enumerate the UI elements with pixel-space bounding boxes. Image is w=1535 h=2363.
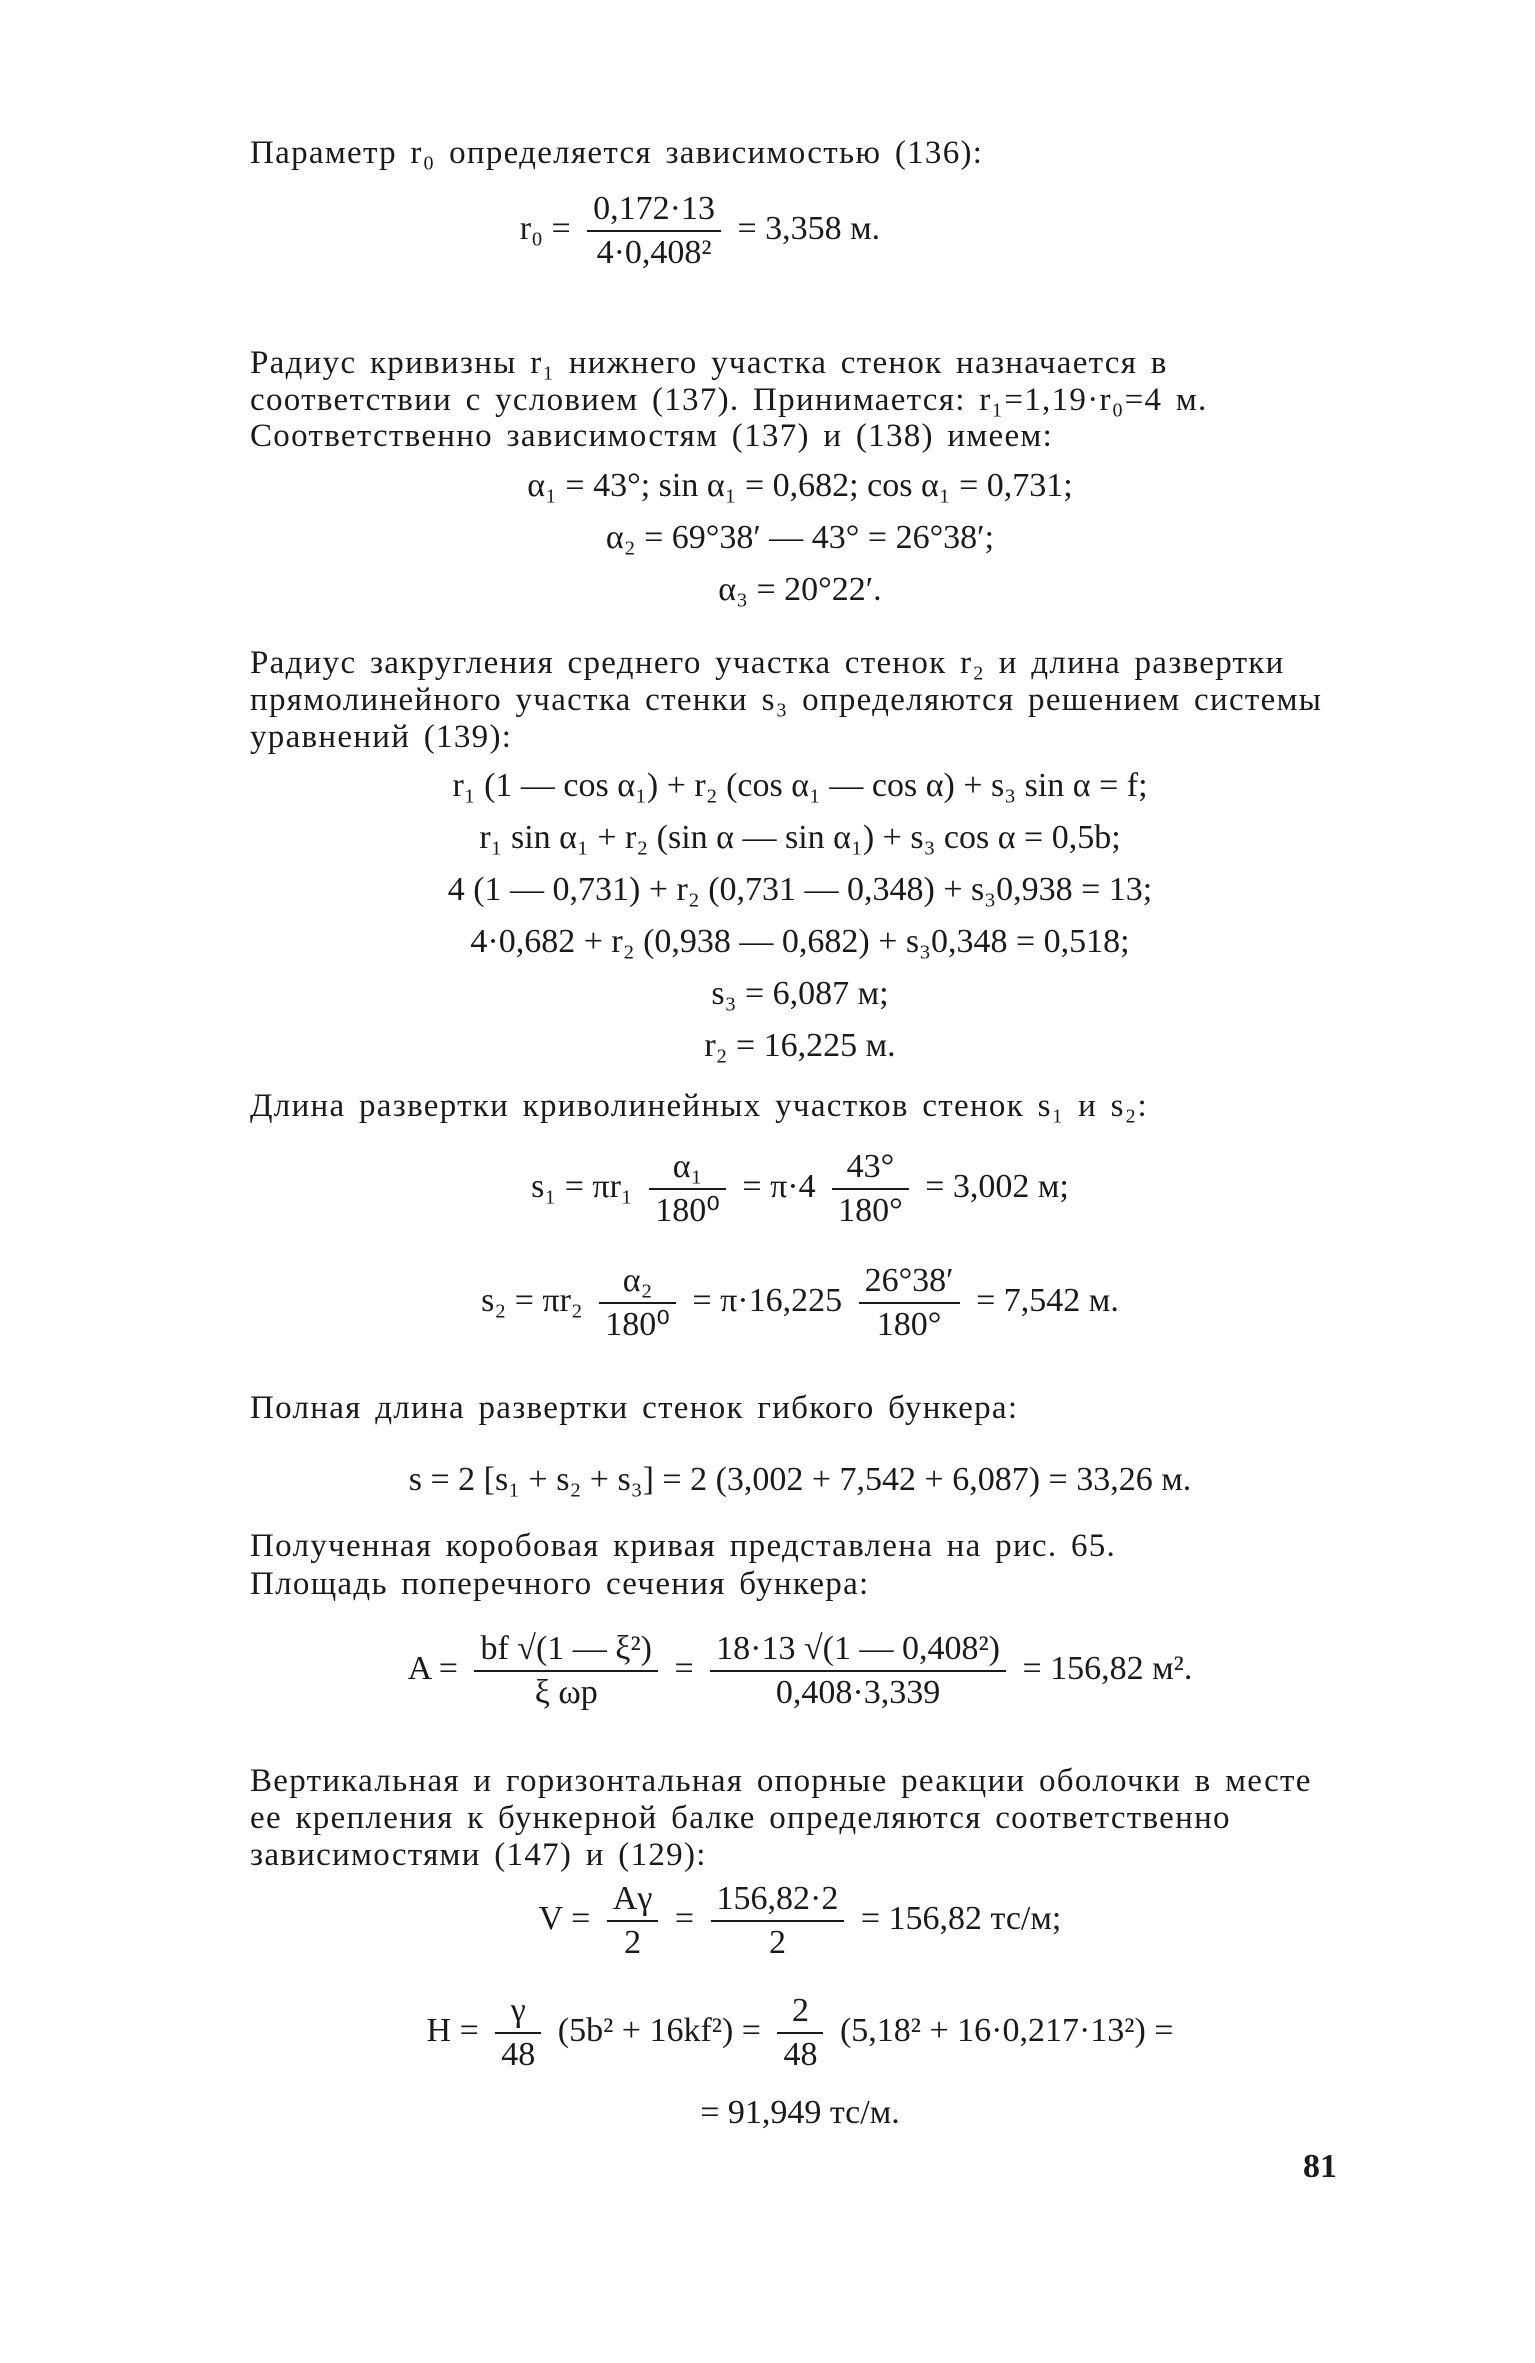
fraction bbox=[710, 1630, 1006, 1712]
equation-rhs: = 7,542 м. bbox=[976, 1281, 1119, 1319]
paragraph-r2-s3: Радиус закругления среднего участка стенок r₂ и длина развертки прямолинейного участка стенки s₃ определяются решением системы уравнений (139): bbox=[250, 645, 1323, 755]
paragraph-s1-s2: Длина развертки криволинейных участков стенок s₁ и s₂: bbox=[250, 1088, 1149, 1124]
equation-alpha1: α₁ = 43°; sin α₁ = 0,682; cos α₁ = 0,731; bbox=[527, 467, 1073, 504]
equation-lhs: H = bbox=[426, 2011, 479, 2049]
equation-lhs: r₀ = bbox=[519, 209, 571, 247]
equation-V bbox=[200, 1880, 1400, 1962]
denominator: 48 bbox=[501, 2036, 536, 2073]
equation-s-total: s = 2 [s₁ + s₂ + s₃] = 2 (3,002 + 7,542 + 6,087) = 33,26 м. bbox=[408, 1461, 1192, 1498]
equation-r2: r₂ = 16,225 м. bbox=[704, 1027, 896, 1064]
denominator: 180° bbox=[876, 1306, 942, 1343]
fraction bbox=[649, 1148, 726, 1230]
paragraph-reactions: Вертикальная и горизонтальная опорные реакции оболочки в месте ее крепления к бункерной балке определяются соответственно зависимостями (147) и (129): bbox=[250, 1763, 1312, 1873]
denominator: 48 bbox=[783, 2036, 818, 2073]
equation-lhs: A = bbox=[407, 1649, 458, 1687]
equation-s3: s₃ = 6,087 м; bbox=[711, 975, 889, 1012]
equation-area bbox=[200, 1630, 1400, 1712]
fraction bbox=[711, 1880, 845, 1962]
numerator: 18·13 √(1 — 0,408²) bbox=[710, 1630, 1006, 1672]
fraction bbox=[587, 190, 721, 272]
equation-lhs: s₁ = πr₁ bbox=[531, 1167, 633, 1205]
equation-middle: = π·16,225 bbox=[692, 1281, 843, 1319]
fraction bbox=[832, 1148, 909, 1230]
denominator: 0,408·3,339 bbox=[775, 1674, 941, 1711]
paragraph-area: Площадь поперечного сечения бункера: bbox=[250, 1566, 870, 1602]
denominator: ξ ωp bbox=[534, 1674, 598, 1711]
equation-r0 bbox=[300, 190, 1100, 272]
equation-rhs: = 3,002 м; bbox=[925, 1167, 1069, 1205]
fraction bbox=[495, 1992, 541, 2074]
equation-s2 bbox=[200, 1262, 1400, 1344]
denominator: 2 bbox=[768, 1924, 786, 1961]
equation-system-2: r₁ sin α₁ + r₂ (sin α — sin α₁) + s₃ cos α = 0,5b; bbox=[479, 819, 1121, 856]
numerator: bf √(1 — ξ²) bbox=[474, 1630, 657, 1672]
denominator: 180⁰ bbox=[655, 1192, 720, 1229]
fraction bbox=[599, 1262, 676, 1344]
paragraph-curve: Полученная коробовая кривая представлена на рис. 65. bbox=[250, 1528, 1117, 1564]
equation-system-1: r₁ (1 — cos α₁) + r₂ (cos α₁ — cos α) + s₃ sin α = f; bbox=[452, 767, 1148, 804]
equation-system-3: 4 (1 — 0,731) + r₂ (0,731 — 0,348) + s₃0,938 = 13; bbox=[447, 871, 1153, 908]
equation-alpha3: α₃ = 20°22′. bbox=[718, 571, 882, 608]
numerator: 0,172·13 bbox=[587, 190, 721, 232]
numerator: α₁ bbox=[649, 1148, 726, 1190]
page-number: 81 bbox=[1303, 2148, 1337, 2185]
equation-rhs: (5,18² + 16·0,217·13²) = bbox=[839, 2011, 1174, 2049]
paragraph-r1: Радиус кривизны r₁ нижнего участка стенок назначается в соответствии с условием (137). Принимается: r₁=1,19·r₀=4 м. bbox=[250, 345, 1208, 418]
equation-rhs: = 3,358 м. bbox=[737, 209, 881, 247]
numerator: 2 bbox=[777, 1992, 823, 2034]
equation-middle: = π·4 bbox=[742, 1167, 816, 1205]
equation-H-result: = 91,949 тс/м. bbox=[700, 2094, 900, 2131]
equation-lhs: s₂ = πr₂ bbox=[481, 1281, 583, 1319]
equation-rhs: = 156,82 тс/м; bbox=[860, 1899, 1062, 1937]
numerator: 156,82·2 bbox=[711, 1880, 845, 1922]
paragraph-dependencies: Соответственно зависимостям (137) и (138) имеем: bbox=[250, 418, 1054, 454]
equation-lhs: V = bbox=[538, 1899, 591, 1937]
equation-s1 bbox=[200, 1148, 1400, 1230]
denominator: 4·0,408² bbox=[596, 234, 712, 271]
equation-rhs: = 156,82 м². bbox=[1022, 1649, 1193, 1687]
equation-middle: (5b² + 16kf²) = bbox=[557, 2011, 761, 2049]
fraction bbox=[859, 1262, 960, 1344]
denominator: 2 bbox=[624, 1924, 642, 1961]
equation-system-4: 4·0,682 + r₂ (0,938 — 0,682) + s₃0,348 = 0,518; bbox=[470, 923, 1130, 960]
paragraph-full-length: Полная длина развертки стенок гибкого бункера: bbox=[250, 1390, 1019, 1426]
equation-H bbox=[200, 1992, 1400, 2074]
paragraph-r0-intro: Параметр r₀ определяется зависимостью (136): bbox=[250, 135, 984, 171]
denominator: 180⁰ bbox=[605, 1306, 670, 1343]
fraction bbox=[607, 1880, 659, 1962]
equation-middle: = bbox=[674, 1899, 695, 1937]
denominator: 180° bbox=[838, 1192, 903, 1229]
equation-middle: = bbox=[674, 1649, 694, 1687]
numerator: 43° bbox=[832, 1148, 909, 1190]
equation-alpha2: α₂ = 69°38′ — 43° = 26°38′; bbox=[605, 519, 995, 556]
fraction bbox=[474, 1630, 657, 1712]
numerator: Aγ bbox=[607, 1880, 659, 1922]
numerator: α₂ bbox=[599, 1262, 676, 1304]
numerator: γ bbox=[495, 1992, 541, 2034]
fraction bbox=[777, 1992, 823, 2074]
numerator: 26°38′ bbox=[859, 1262, 960, 1304]
